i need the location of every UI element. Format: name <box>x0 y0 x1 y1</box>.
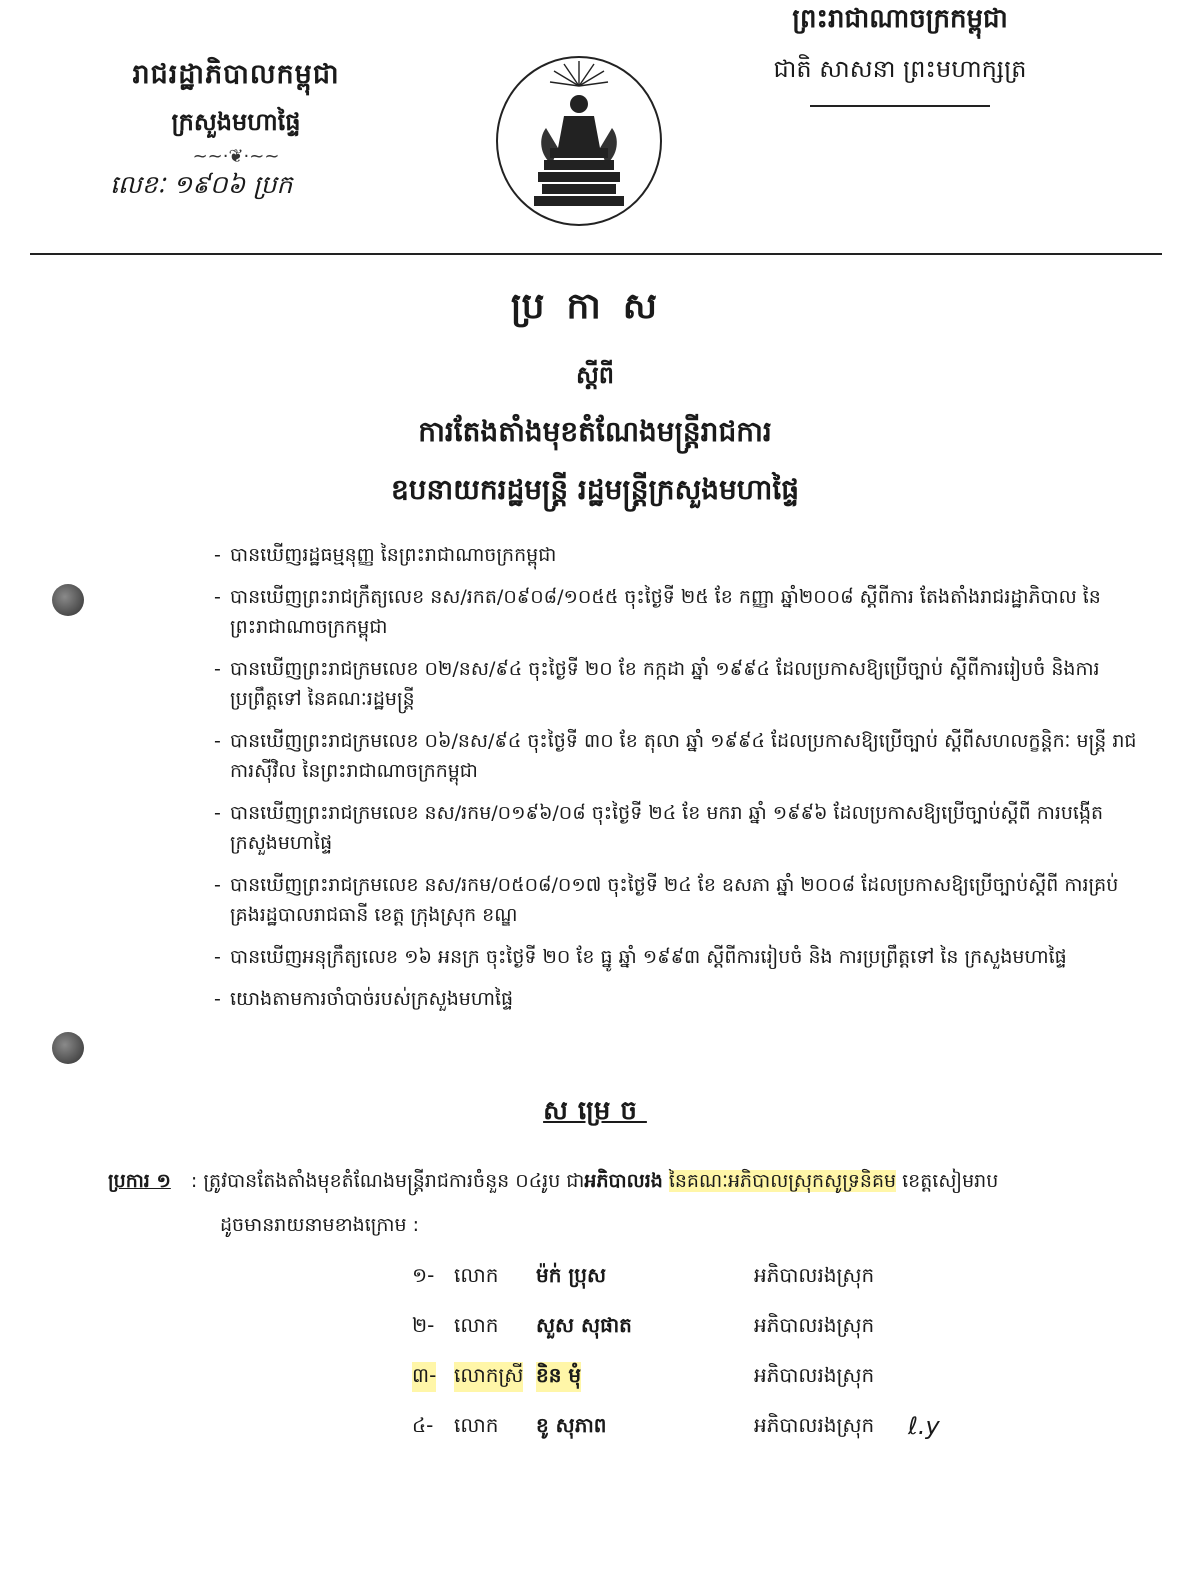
national-motto: ជាតិ សាសនា ព្រះមហាក្សត្រ <box>773 55 1027 83</box>
preamble-item: - បានឃើញព្រះរាជក្រមលេខ ០៦/នស/៩៤ ចុះថ្ងៃទី ៣០ ខែ តុលា ឆ្នាំ ១៩៩៤ ដែលប្រកាសឱ្យប្រើច្បាប់ ស្តីពីសហលក្ខន្តិកៈ មន្ត្រី រាជការស៊ីវិល នៃព្រះរាជាណាចក្រកម្ពុជា <box>214 726 1144 786</box>
title-issuer: ឧបនាយករដ្ឋមន្ត្រី រដ្ឋមន្ត្រីក្រសួងមហាផ្ទៃ <box>390 473 799 506</box>
appointee-name: សួស សុផាត <box>536 1313 632 1337</box>
appointee-name: ខិន មុំ <box>536 1362 581 1392</box>
kingdom-name: ព្រះរាជាណាចក្រកម្ពុជា <box>792 4 1008 34</box>
preamble-item: - បានឃើញព្រះរាជក្រមលេខ ០២/នស/៩៤ ចុះថ្ងៃទី ២០ ខែ កក្កដា ឆ្នាំ ១៩៩៤ ដែលប្រកាសឱ្យប្រើច្បាប់ ស្តីពីការរៀបចំ និងការប្រព្រឹត្តទៅ នៃគណៈរដ្ឋមន្ត្រី <box>214 654 1144 714</box>
preamble-item: - បានឃើញព្រះរាជក្រឹត្យលេខ នស/រកត/០៩០៨/១០៥៥ ចុះថ្ងៃទី ២៥ ខែ កញ្ញា ឆ្នាំ២០០៨ ស្តីពីការ តែងតាំងរាជរដ្ឋាភិបាល នៃព្រះរាជាណាចក្រកម្ពុជា <box>214 582 1144 642</box>
header-divider <box>30 253 1162 255</box>
appointee-title: លោកស្រី <box>454 1362 523 1392</box>
appointee-row <box>412 1362 972 1412</box>
preamble-item: - បានឃើញព្រះរាជក្រមលេខ នស/រកម/០១៩៦/០៨ ចុះថ្ងៃទី ២៤ ខែ មករា ឆ្នាំ ១៩៩៦ ដែលប្រកាសឱ្យប្រើច្បាប់ស្តីពី ការបង្កើតក្រសួងមហាផ្ទៃ <box>214 798 1144 858</box>
punch-hole <box>52 1032 84 1064</box>
appointee-row <box>412 1262 972 1312</box>
appointee-position: អភិបាលរងស្រុក <box>754 1413 875 1437</box>
document-title: ប្រកាស <box>510 286 680 327</box>
appointee-number: ១- <box>412 1263 435 1287</box>
royal-emblem-icon <box>494 56 664 226</box>
appointee-row <box>412 1412 972 1462</box>
title-subject: ការតែងតាំងមុខតំណែងមន្ត្រីរាជការ <box>418 415 772 448</box>
appointee-number: ៣- <box>412 1362 436 1392</box>
preamble-item: - យោងតាមការចាំបាច់របស់ក្រសួងមហាផ្ទៃ <box>214 984 1144 1014</box>
article-role: អភិបាលរង <box>584 1170 663 1192</box>
appointee-position: អភិបាលរងស្រុក <box>754 1263 875 1287</box>
article-text: ត្រូវបានតែងតាំងមុខតំណែងមន្ត្រីរាជការចំនួន ០៤រូប ជា <box>203 1170 585 1192</box>
appointee-title: លោក <box>454 1263 499 1287</box>
preamble-item: - បានឃើញព្រះរាជក្រមលេខ នស/រកម/០៥០៨/០១៧ ចុះថ្ងៃទី ២៤ ខែ ឧសភា ឆ្នាំ ២០០៨ ដែលប្រកាសឱ្យប្រើច្បាប់ស្តីពី ការគ្រប់គ្រងរដ្ឋបាលរាជធានី ខេត្ត ក្រុងស្រុក ខណ្ឌ <box>214 870 1144 930</box>
kingdom-block <box>740 0 1060 107</box>
title-regarding: ស្តីពី <box>575 361 615 389</box>
appointee-title: លោក <box>454 1413 499 1437</box>
issuer-block <box>96 58 376 167</box>
appointee-title: លោក <box>454 1313 499 1337</box>
preamble-item: - បានឃើញអនុក្រឹត្យលេខ ១៦ អនក្រ ចុះថ្ងៃទី ២០ ខែ ធ្នូ ឆ្នាំ ១៩៩៣ ស្តីពីការរៀបចំ និង ការប្រព្រឹត្តទៅ នៃ ក្រសួងមហាផ្ទៃ <box>214 942 1144 972</box>
preamble-list <box>214 540 1144 1026</box>
ministry-name: ក្រសួងមហាផ្ទៃ <box>171 108 301 136</box>
government-name: រាជរដ្ឋាភិបាលកម្ពុជា <box>132 59 340 90</box>
appointee-position: អភិបាលរងស្រុក <box>754 1363 875 1387</box>
appointee-row <box>412 1312 972 1362</box>
appointee-list <box>412 1262 972 1462</box>
appointee-number: ៤- <box>412 1413 434 1437</box>
ornament-divider: ~~·❦·~~ <box>192 146 280 167</box>
article-province: ខេត្តសៀមរាប <box>902 1170 999 1192</box>
appointee-name: ខូ សុភាព <box>536 1413 607 1437</box>
article-label: ប្រការ ១ <box>108 1170 171 1192</box>
punch-hole <box>52 584 84 616</box>
article-colon: : <box>190 1170 198 1192</box>
article-continuation: ដូចមានរាយនាមខាងក្រោម : <box>220 1214 420 1236</box>
decision-heading: សម្រេច <box>543 1096 647 1126</box>
handwritten-initials: ℓ.y <box>908 1412 940 1440</box>
reference-number: លេខៈ ១៩០៦ ប្រក <box>110 170 293 199</box>
article-district: នៃគណៈអភិបាលស្រុកសូទ្រនិគម <box>668 1170 897 1192</box>
article-1 <box>108 1166 1158 1240</box>
appointee-number: ២- <box>412 1313 435 1337</box>
appointee-name: ម៉ក់ ប្រុស <box>536 1263 607 1287</box>
motto-divider <box>810 105 990 107</box>
preamble-item: - បានឃើញរដ្ឋធម្មនុញ្ញ នៃព្រះរាជាណាចក្រកម្ពុជា <box>214 540 1144 570</box>
article-1-line <box>108 1166 1158 1196</box>
appointee-position: អភិបាលរងស្រុក <box>754 1313 875 1337</box>
